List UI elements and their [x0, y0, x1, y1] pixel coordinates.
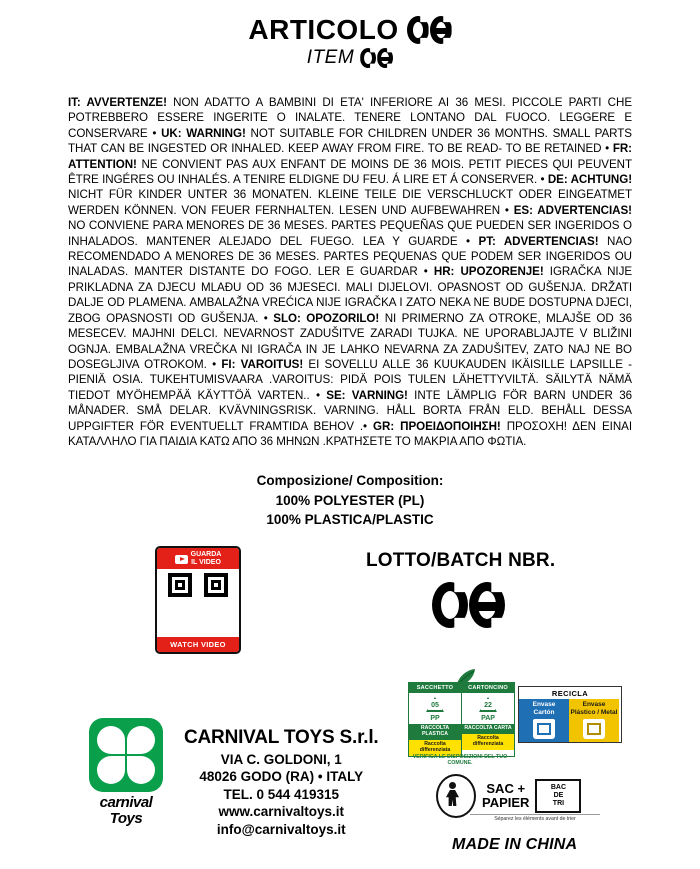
recicla-bin-carton-line2: Cartón — [533, 708, 555, 716]
qr-code-icon[interactable] — [168, 573, 228, 633]
recicla-bin-carton-line1: Envase — [532, 701, 556, 709]
recycling-foot-plastic: RACCOLTA PLASTICA — [409, 724, 461, 740]
recycling-title-paper: CARTONCINO — [462, 683, 514, 693]
ce-mark-large-icon — [432, 582, 505, 633]
video-badge-header-text — [191, 551, 222, 567]
video-badge-line-1: GUARDA — [190, 551, 222, 559]
recicla-bin-carton — [519, 699, 569, 742]
recycling-note: VERIFICA LE DISPOSIZIONI DEL TUO COMUNE. — [412, 754, 508, 767]
company-name: CARNIVAL TOYS S.r.l. — [184, 727, 379, 748]
ce-mark-icon — [407, 16, 452, 44]
composition-title: Composizione/ Composition: — [256, 473, 444, 489]
italian-recycling-box — [408, 682, 515, 757]
company-website[interactable]: www.carnivaltoys.it — [218, 804, 345, 820]
tidyman-icon — [436, 774, 476, 818]
sac-papier-line2: PAPIER — [482, 795, 530, 811]
recycling-foot2-plastic: Raccolta differenziata — [409, 740, 461, 756]
bac-line1: BAC — [550, 783, 567, 791]
recicla-bin-plastic-line1: Envase — [582, 701, 606, 709]
video-badge-footer: WATCH VIDEO — [157, 637, 239, 652]
recycling-column-plastic — [409, 683, 462, 756]
ce-mark-icon-small — [360, 48, 393, 68]
bac-line2: DE — [553, 792, 564, 799]
made-in-label: MADE IN CHINA — [452, 836, 578, 853]
header — [0, 0, 700, 69]
company-city: 48026 GODO (RA) • ITALY — [199, 769, 364, 785]
bac-de-tri-icon — [535, 779, 581, 813]
video-badge-line-2: IL VIDEO — [191, 559, 221, 567]
sac-papier-text — [482, 782, 529, 809]
recicla-box — [518, 686, 622, 743]
recicla-title: RECICLA — [551, 689, 589, 699]
watch-video-badge[interactable] — [155, 546, 241, 654]
sac-papier-note: Séparez les éléments avant de trier — [470, 814, 600, 822]
recycling-material-paper: PAP — [481, 715, 495, 723]
recycle-bin-icon — [533, 719, 555, 739]
recycling-material-plastic: PP — [430, 715, 440, 723]
company-block — [78, 718, 379, 838]
bac-line3: TRI — [552, 800, 565, 808]
company-address — [184, 718, 379, 838]
company-logo — [78, 718, 174, 826]
play-icon — [175, 555, 188, 564]
logo-name-line1: carnival — [99, 794, 153, 811]
recycling-column-paper — [462, 683, 514, 756]
clover-logo-icon — [89, 718, 163, 792]
sac-papier-line1: SAC + — [486, 781, 526, 797]
header-articolo-row — [0, 14, 700, 46]
recycling-code-paper: 22 — [484, 702, 492, 710]
warnings-text: IT: AVVERTENZE! NON ADATTO A BAMBINI DI ETA' INFERIORE AI 36 MESI. PICCOLE PARTI CHE POTREBBERO ESSERE INGERITE O INALATE. TENERE LONTANO DAL FUOCO. LEGGERE E CONSERVARE • UK: WARNING! NOT SUITABLE FOR CHILDREN UNDER 36 MONTHS. SMALL PARTS THAT CAN BE INGESTED OR INHALED. KEEP AWAY FROM FIRE. TO BE READ- TO BE RETAINED • FR: ATTENTION! NE CONVIENT PAS AUX ENFANT DE MOINS DE 36 MOIS. PETIT PIECES QUI PEUVENT ÊTRE INGÉRES OU INHALÉS. A TENIRE ELDIGNE DU FEU. Á LIRE ET Á CONSERVER. • DE: ACHTUNG! NICHT FÜR KINDER UNTER 36 MONATEN. KLEINE TEILE DIE VERSCHLUCKT ODER EINGEATMET WERDEN KÖNNEN. VON FEUER FERNHALTEN. LESEN UND AUFBEWAHREN • ES: ADVERTENCIAS! NO CONVIENE PARA MENORES DE 36 MESES. PARTES PEQUEÑAS QUE PUEDEN SER INGERIDOS O INHALADOS. MANTENER ALEJADO DEL FUEGO. LEA Y GUARDE • PT: ADVERTENCIAS! NAO RECOMENDADO A MENORES DE 36 MESES. PARTES PEQUENAS QUE PODEM SER INGERIDOS OU INALADAS. MANTER DISTANTE DO FOGO. LER E GUARDAR • HR: UPOZORENJE! IGRAČKA NIJE PRIKLADNA ZA DJECU MLAĐU OD 36 MJESECI. MALI DIJELOVI. OPASNOST OD GUŠENJA. DRŽATI DALJE OD PLAMENA. AMBALAŽNA VREĆICA NIJE IGRAČKA I ZATO NEKA NE BUDE DOSTUPNA DJECI, ZBOG OPASNOSTI OD GUŠENJA. • SLO: OPOZORILO! NI PRIMERNO ZA OTROKE, MLAJŠE OD 36 MESECEV. MAJHNI DELCI. NEVARNOST ZADUŠITVE ZARADI TUJKA. NE UPORABLJAJTE V BLIŽINI OGNJA. EMBALAŽNA VREČKA NI IGRAČA IN JE LAHKO NEVARNA ZA ZADUŠITEV, ZATO NAJ NE BO DOSEGLJIVA OTROKOM. • FI: VAROITUS! EI SOVELLU ALLE 36 KUUKAUDEN IKÄISILLE LAPSILLE - PIENIÄ OSIA. TUKEHTUMISVAARA .VAROITUS: PIDÄ POIS TULEN LÄHETTYVILTÄ. SÄILYTÄ NÄMÄ TIEDOT MYÖHEMPÄÄ KÄYTTÖÄ VARTEN.. • SE: VARNING! INTE LÄMPLIG FÖR BARN UNDER 36 MÅNADER. SMÅ DELAR. KVÄVNINGSRISK. VARNING. HÅLL BORTA FRÅN ELD. BEHÅLL DESSA UPPGIFTER FÖR EVENTUELLT FRAMTIDA BEHOV .• GR: ΠΡΟΕΙΔΟΠΟΙΗΣΗ! ΠΡΟΣΟΧΗ! ΔΕΝ ΕΙΝΑΙ ΚΑΤΑΛΛΗΛΟ ΓΙΑ ΠΑΙΔΙΑ ΚΑΤΩ ΑΠΟ 36 ΜΗΝΩΝ .ΚΡΑΤΗΣΕΤΕ ΤΟ ΜΑΚΡΙΑ ΑΠΟ ΦΩΤΙΑ. — [68, 96, 633, 448]
company-street: VIA C. GOLDONI, 1 — [220, 751, 342, 767]
video-badge-header — [157, 548, 239, 569]
recycling-title-plastic: SACCHETTO — [409, 683, 461, 693]
recycling-code-plastic: 05 — [431, 702, 439, 710]
company-phone: TEL. 0 544 419315 — [223, 786, 340, 802]
logo-name-line2: Toys — [109, 810, 143, 827]
composition-line-2: 100% PLASTICA/PLASTIC — [266, 512, 434, 528]
recycling-triangle-paper — [462, 693, 514, 715]
middle-row — [0, 546, 700, 676]
header-item-row — [0, 47, 700, 69]
page-subtitle: ITEM — [306, 47, 355, 68]
recycle-bin-icon-2 — [583, 719, 605, 739]
recycling-foot-paper: RACCOLTA CARTA — [462, 724, 514, 734]
recicla-bin-plastic — [569, 699, 619, 742]
recycling-triangle-plastic — [409, 693, 461, 715]
company-email[interactable]: info@carnivaltoys.it — [216, 821, 346, 837]
composition-block — [0, 471, 700, 530]
recicla-bin-plastic-line2: Plástico / Metal — [570, 708, 618, 716]
composition-line-1: 100% POLYESTER (PL) — [275, 492, 425, 508]
page-title: ARTICOLO — [248, 14, 399, 45]
lotto-batch-label: LOTTO/BATCH NBR. — [366, 550, 556, 572]
sac-papier-block — [436, 774, 596, 818]
recycling-foot2-paper: Raccolta differenziata — [462, 734, 514, 750]
